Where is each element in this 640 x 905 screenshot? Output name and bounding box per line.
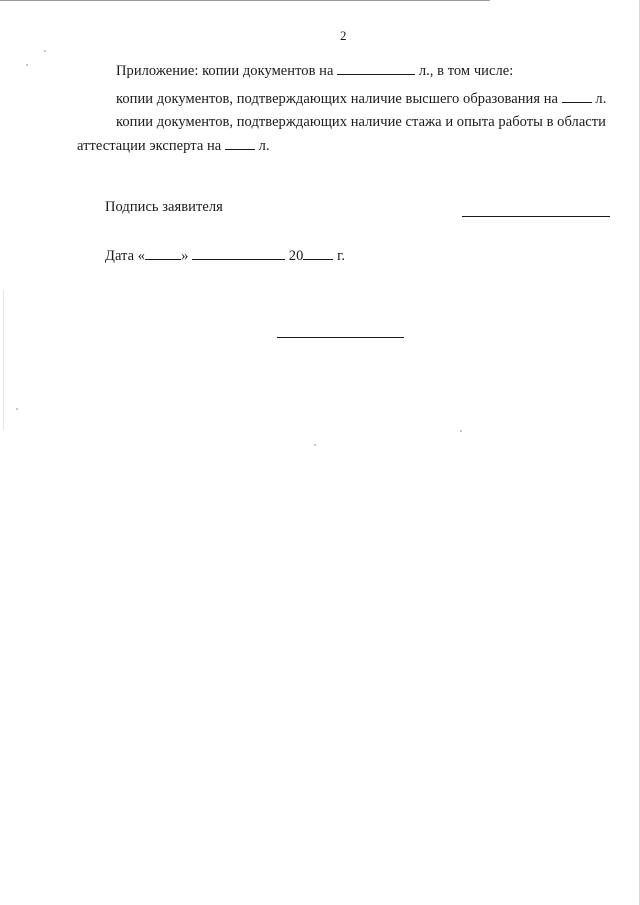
education-docs-suffix: л. — [595, 91, 607, 107]
year-prefix: 20 — [288, 248, 304, 264]
signature-label: Подпись заявителя — [105, 199, 223, 215]
scan-edge-top — [0, 0, 490, 1]
scan-speck — [26, 64, 28, 66]
date-line — [105, 246, 345, 265]
experience-docs-suffix: л. — [258, 138, 270, 154]
signature-line — [462, 216, 610, 217]
total-pages-blank — [337, 61, 415, 75]
month-blank — [192, 246, 285, 260]
page-number: 2 — [340, 28, 347, 43]
document-end-line — [277, 337, 404, 338]
education-docs-label: копии документов, подтверждающих наличие высшего образования на — [116, 91, 559, 107]
scan-speck — [16, 408, 18, 410]
education-pages-blank — [562, 89, 592, 103]
year-suffix: г. — [337, 248, 346, 264]
scan-speck — [460, 430, 462, 432]
year-blank — [303, 246, 333, 260]
education-docs-line — [116, 89, 606, 108]
experience-pages-blank — [225, 136, 255, 150]
experience-docs-label: копии документов, подтверждающих наличие стажа и опыта работы в области — [116, 114, 606, 130]
scan-edge-left — [3, 290, 4, 430]
attachments-total-label: Приложение: копии документов на — [116, 63, 334, 79]
experience-docs-line — [116, 114, 606, 131]
attachments-line — [116, 61, 513, 80]
date-close-quote: » — [181, 248, 189, 264]
experience-docs-line-continued — [77, 136, 270, 155]
day-blank — [145, 246, 181, 260]
date-label: Дата « — [105, 248, 146, 264]
scan-speck — [314, 444, 316, 446]
attachments-total-suffix: л., в том числе: — [418, 63, 514, 79]
experience-docs-label-continued: аттестации эксперта на — [77, 138, 222, 154]
scan-speck — [44, 50, 46, 52]
